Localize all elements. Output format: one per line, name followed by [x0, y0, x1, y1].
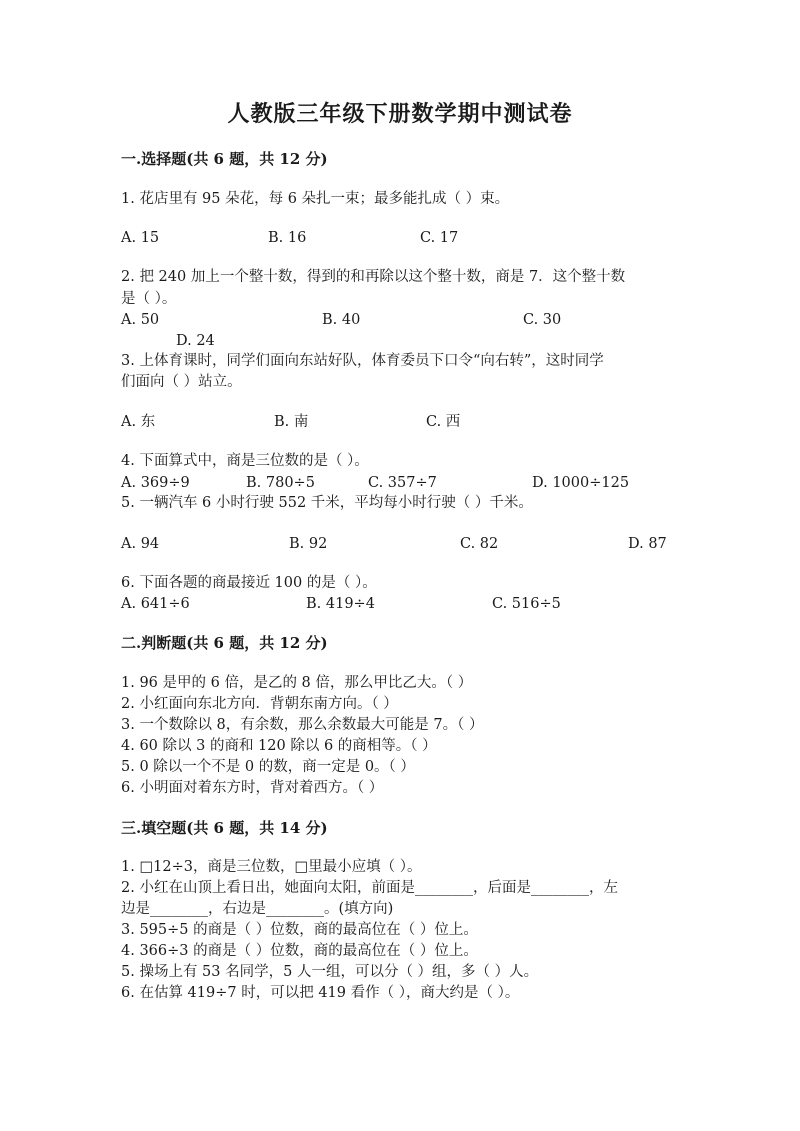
- option: A. 641÷6: [121, 596, 190, 612]
- option: B. 40: [322, 312, 361, 328]
- judge-item: 2. 小红面向东北方向．背朝东南方向。（ ）: [121, 696, 398, 712]
- question-text: 们面向（ ）站立。: [121, 374, 242, 390]
- section-heading-judge: 二.判断题(共 6 题，共 12 分): [121, 634, 328, 652]
- option: B. 419÷4: [306, 596, 375, 612]
- question-text: 6. 下面各题的商最接近 100 的是（ ）。: [121, 575, 377, 591]
- section-heading-fill: 三.填空题(共 6 题，共 14 分): [121, 819, 328, 837]
- judge-item: 3. 一个数除以 8，有余数，那么余数最大可能是 7。（ ）: [121, 717, 484, 733]
- option: A. 东: [121, 414, 156, 430]
- question-text: 是（ ）。: [121, 291, 177, 307]
- option: A. 50: [121, 312, 160, 328]
- option: A. 369÷9: [121, 475, 190, 491]
- option: C. 516÷5: [492, 596, 561, 612]
- option: B. 780÷5: [246, 475, 315, 491]
- question-text: 3. 上体育课时，同学们面向东站好队，体育委员下口令“向右转”，这时同学: [121, 353, 604, 369]
- fill-item: 2. 小红在山顶上看日出，她面向太阳，前面是________，后面是________，左: [121, 880, 618, 896]
- option: D. 24: [176, 333, 215, 349]
- option: C. 17: [420, 230, 459, 246]
- judge-item: 1. 96 是甲的 6 倍，是乙的 8 倍，那么甲比乙大。（ ）: [121, 675, 473, 691]
- question-text: 4. 下面算式中，商是三位数的是（ ）。: [121, 453, 369, 469]
- fill-item: 1. □12÷3，商是三位数，□里最小应填（ ）。: [121, 859, 422, 875]
- question-text: 5. 一辆汽车 6 小时行驶 552 千米，平均每小时行驶（ ）千米。: [121, 495, 533, 511]
- option: D. 1000÷125: [532, 475, 630, 491]
- option: C. 30: [523, 312, 562, 328]
- option: B. 92: [289, 536, 328, 552]
- fill-item: 4. 366÷3 的商是（ ）位数，商的最高位在（ ）位上。: [121, 943, 478, 959]
- option: A. 94: [121, 536, 160, 552]
- fill-item: 6. 在估算 419÷7 时，可以把 419 看作（ ），商大约是（ ）。: [121, 985, 520, 1001]
- page-title: 人教版三年级下册数学期中测试卷: [227, 101, 573, 127]
- fill-item: 5. 操场上有 53 名同学，5 人一组，可以分（ ）组，多（ ）人。: [121, 964, 539, 980]
- option: A. 15: [121, 230, 160, 246]
- fill-item: 边是________，右边是________。(填方向): [121, 901, 394, 917]
- judge-item: 6. 小明面对着东方时，背对着西方。（ ）: [121, 780, 384, 796]
- option: C. 西: [426, 414, 461, 430]
- section-heading-choice: 一.选择题(共 6 题，共 12 分): [121, 150, 328, 168]
- option: B. 16: [268, 230, 307, 246]
- option: C. 82: [460, 536, 499, 552]
- option: B. 南: [274, 414, 309, 430]
- judge-item: 4. 60 除以 3 的商和 120 除以 6 的商相等。（ ）: [121, 738, 437, 754]
- question-text: 2. 把 240 加上一个整十数，得到的和再除以这个整十数，商是 7．这个整十数: [121, 269, 626, 285]
- option: C. 357÷7: [368, 475, 437, 491]
- question-text: 1. 花店里有 95 朵花，每 6 朵扎一束；最多能扎成（ ）束。: [121, 191, 510, 207]
- judge-item: 5. 0 除以一个不是 0 的数，商一定是 0。（ ）: [121, 759, 415, 775]
- fill-item: 3. 595÷5 的商是（ ）位数，商的最高位在（ ）位上。: [121, 922, 478, 938]
- option: D. 87: [628, 536, 667, 552]
